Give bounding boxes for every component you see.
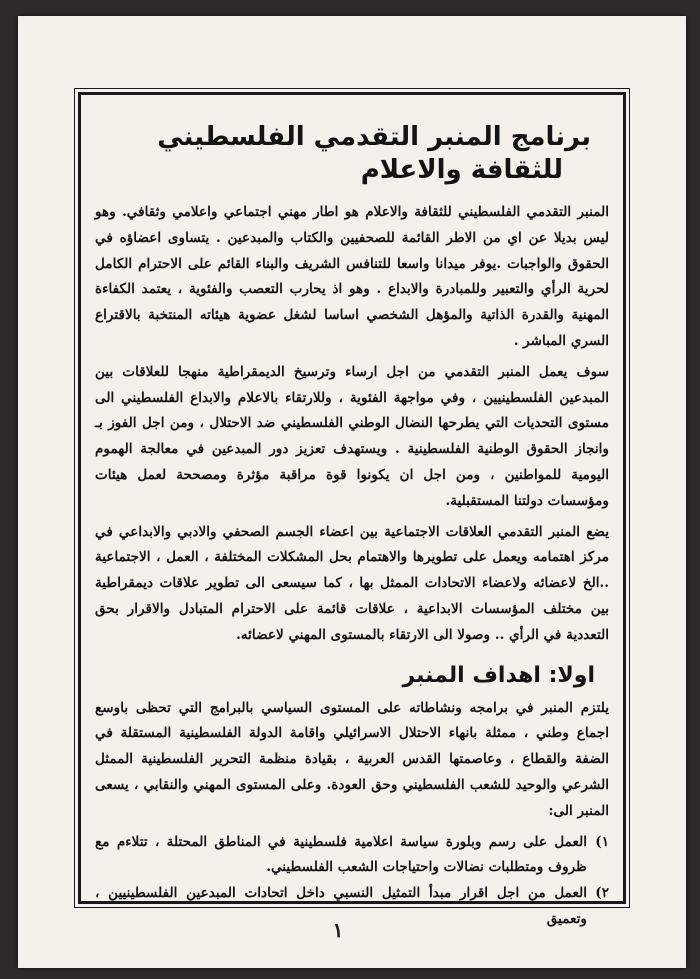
page-number: ١ bbox=[332, 918, 344, 942]
list-item-number: ٢) bbox=[595, 885, 609, 902]
list-item-number: ١) bbox=[595, 833, 609, 850]
list-item bbox=[95, 830, 609, 882]
democracy-paragraph: سوف يعمل المنبر التقدمي من اجل ارساء وترسيخ الديمقراطية منهجا للعلاقات بين المبدعين الفلسطينيين ، وفي مواجهة الفئوية ، وللارتقاء بالاعلام والابداع الفلسطيني الى مستوى التحديات التي يطرحها النضال الوطني الفلسطيني ضد الاحتلال ، ومن اجل الفوز بـ وانجاز الحقوق الوطنية الفلسطينية . ويستهدف تعزيز دور المبدعين في معالجة الهموم اليومية للمواطنين ، ومن اجل ان يكونوا قوة مراقبة مؤثرة ومصححة لعمل هيئات ومؤسسات دولتنا المستقبلية. bbox=[95, 363, 609, 509]
title-line-2: للثقافة والاعلام bbox=[360, 154, 563, 185]
intro-paragraph: المنبر التقدمي الفلسطيني للثقافة والاعلام هو اطار مهني اجتماعي واعلامي وثقافي. وهو ليس بديلا عن اي من الاطر القائمة للصحفيين والكتاب والمبدعين . يتساوى اعضاؤه في الحقوق والواجبات .يوفر ميدانا واسعا للتنافس الشريف والبناء القائم على الاحترام الكامل لحرية الرأي والتعبير وللمبادرة والابداع . وهو اذ يحارب التعصب والفئوية ، يعتمد الكفاءة المهنية والقدرة الذاتية والمؤهل الشخصي اساسا لشغل عضوية هيئاته المنتخبة بالاقتراع السري المباشر . bbox=[95, 204, 609, 349]
content-frame bbox=[78, 92, 626, 927]
document-page bbox=[18, 16, 686, 968]
list-item-text: العمل على رسم وبلورة سياسة اعلامية فلسطينية في المناطق المحتلة ، تتلاءم مع ظروف ومتطلبات نضالات واحتياجات الشعب الفلسطيني. bbox=[95, 833, 587, 876]
social-relations-paragraph: يضع المنبر التقدمي العلاقات الاجتماعية بين اعضاء الجسم الصحفي والادبي والابداعي في مركز اهتمامه ويعمل على تطويرها والاهتمام بحل المشكلات المختلفة ، العمل ، الاجتماعية ..الخ لاعضائه ولاعضاء الاتحادات الممثل بها ، كما سيسعى الى تطوير علاقات ديمقراطية بين مختلف المؤسسات الابداعية ، علاقات قائمة على الاحترام المتبادل والاقرار بحق التعددية في الرأي .. وصولا الى الارتقاء بالمستوى المهني لاعضائه. bbox=[95, 523, 609, 643]
list-item-text: العمل من اجل اقرار مبدأ التمثيل النسبي داخل اتحادات المبدعين الفلسطينيين ، وتعميق bbox=[95, 885, 587, 927]
document-title bbox=[95, 121, 591, 186]
title-line-1: برنامج المنبر التقدمي الفلسطيني bbox=[157, 122, 591, 152]
section-intro-paragraph: يلتزم المنبر في برامجه ونشاطاته على المستوى السياسي بالبرامج التي تحظى باوسع اجماع وطني ، ممثلة بانهاء الاحتلال الاسرائيلي واقامة الدولة الفلسطينية المستقلة في الضفة والقطاع ، وعاصمتها القدس العربية ، بقيادة منظمة التحرير الفلسطينية الممثل الشرعي والوحيد للشعب الفلسطيني وحق العودة. وعلى المستوى المهني والنقابي ، يسعى المنبر الى: bbox=[95, 699, 609, 819]
section-heading: اولا: اهداف المنبر bbox=[402, 662, 595, 688]
